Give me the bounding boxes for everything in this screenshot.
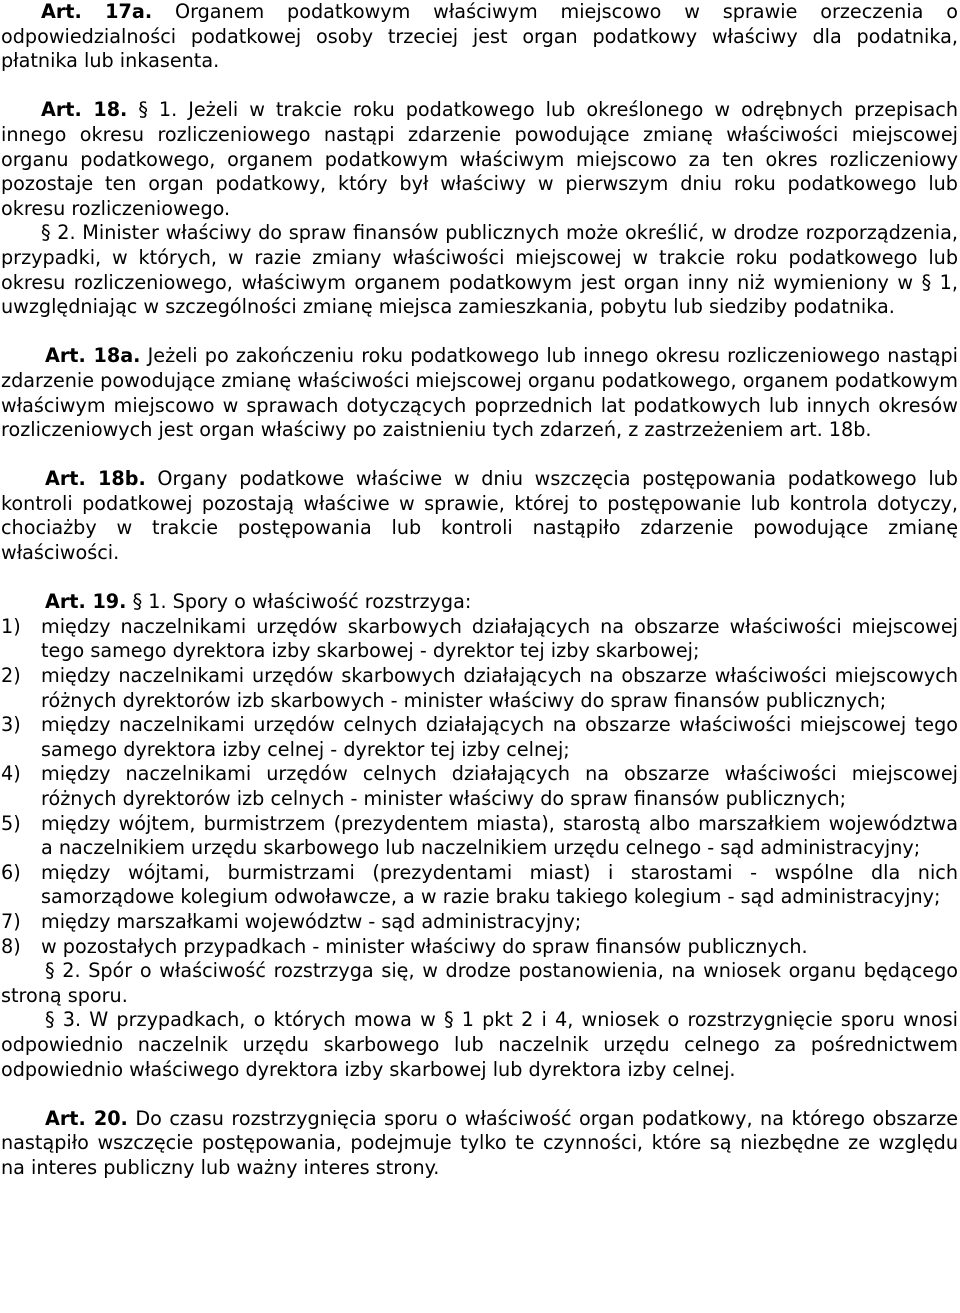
article-label: Art. 18. [41,98,128,122]
article-label: Art. 17a. [41,0,153,23]
article-label: Art. 20. [45,1106,128,1130]
paragraph-text: § 1. Jeżeli w trakcie roku podatkowego lub określonego w odrębnych przepisach innego okresu rozliczeniowego nastąpi zdarzenie powodujące zmianę właściwości miejscowej organu podatkowego, organem podatkowym właściwym miejscowo za ten okres rozliczeniowy pozostaje ten organ podatkowy, który był właściwy w pierwszym dniu roku podatkowego lub okresu rozliczeniowego. [1,98,958,220]
article-label: Art. 18b. [45,467,146,491]
list-item [1,812,958,861]
article-label: Art. 19. [45,590,127,614]
article-text: Organem podatkowym właściwym miejscowo w sprawie orzeczenia o odpowiedzialności podatkowej osoby trzeciej jest organ podatkowy właściwy dla podatnika, płatnika lub inkasenta. [1,0,958,73]
list-item [1,861,958,910]
article-19-paragraph-3 [1,1008,958,1082]
list-item-text: między marszałkami województw - sąd administracyjny; [41,909,582,933]
list-item-number: 4) [1,762,21,786]
paragraph-text: § 1. Spory o właściwość rozstrzyga: [132,590,472,614]
list-item-number: 5) [1,811,21,835]
paragraph-text: § 2. Spór o właściwość rozstrzyga się, w drodze postanowienia, na wniosek organu będącego stroną sporu. [1,959,958,1007]
list-item [1,615,958,664]
list-item [1,935,958,960]
article-20 [1,1107,958,1181]
list-item-number: 6) [1,860,21,884]
list-item-text: między wójtem, burmistrzem (prezydentem miasta), starostą albo marszałkiem województwa a naczelnikiem urzędu skarbowego lub naczelnikiem urzędu celnego - sąd administracyjny; [41,811,958,860]
article-text: Do czasu rozstrzygnięcia sporu o właściwość organ podatkowy, na którego obszarze nastąpiło wszczęcie postępowania, podejmuje tylko te czynności, które są niezbędne ze względu na interes publiczny lub ważny interes strony. [1,1106,959,1179]
list-item [1,762,958,811]
list-item-text: między naczelnikami urzędów celnych działających na obszarze właściwości miejscowej tego samego dyrektora izby celnej - dyrektor tej izby celnej; [41,713,958,761]
article-text: Jeżeli po zakończeniu roku podatkowego lub innego okresu rozliczeniowego nastąpi zdarzenie powodujące zmianę właściwości miejscowej organu podatkowego, organem podatkowym właściwym miejscowo w sprawach dotyczących poprzednich lat podatkowych lub innych okresów rozliczeniowych jest organ właściwy po zaistnieniu tych zdarzeń, z zastrzeżeniem art. 18b. [1,344,958,442]
list-item [1,664,958,713]
legal-document [1,0,958,1181]
list-item-text: między naczelnikami urzędów skarbowych działających na obszarze właściwości miejscowej tego samego dyrektora izby skarbowej - dyrektor tej izby skarbowej; [41,614,958,663]
list-item-number: 2) [1,664,21,688]
article-19-paragraph-1 [1,590,958,615]
article-18-paragraph-1 [1,98,958,221]
article-18-paragraph-2 [1,221,958,319]
article-19-paragraph-2 [1,959,958,1008]
article-label: Art. 18a. [45,344,141,368]
list-item [1,713,958,762]
article-18b [1,467,958,565]
article-19-list [1,615,958,959]
list-item-text: w pozostałych przypadkach - minister właściwy do spraw finansów publicznych. [41,934,808,958]
article-18a [1,344,958,442]
paragraph-text: § 3. W przypadkach, o których mowa w § 1 pkt 2 i 4, wniosek o rozstrzygnięcie sporu wnosi odpowiednio naczelnik urzędu skarbowego lub naczelnik urzędu celnego za pośrednictwem odpowiednio właściwego dyrektora izby skarbowej lub dyrektora izby celnej. [1,1008,958,1081]
list-item-text: między naczelnikami urzędów skarbowych działających na obszarze właściwości miejscowych różnych dyrektorów izb skarbowych - minister właściwy do spraw finansów publicznych; [41,664,958,712]
list-item-text: między wójtami, burmistrzami (prezydentami miast) i starostami - wspólne dla nich samorządowe kolegium odwoławcze, a w razie braku takiego kolegium - sąd administracyjny; [41,860,958,909]
list-item-number: 3) [1,713,21,737]
list-item-number: 1) [1,614,21,638]
paragraph-text: § 2. Minister właściwy do spraw finansów publicznych może określić, w drodze rozporządzenia, przypadki, w których, w razie zmiany właściwości miejscowej w trakcie roku podatkowego lub okresu rozliczeniowego, właściwym organem podatkowym jest organ inny niż wymieniony w § 1, uwzględniając w szczególności zmianę miejsca zamieszkania, pobytu lub siedziby podatnika. [1,221,958,319]
list-item-number: 8) [1,934,21,958]
article-17a [1,0,958,74]
list-item [1,910,958,935]
list-item-text: między naczelnikami urzędów celnych działających na obszarze właściwości miejscowej różnych dyrektorów izb celnych - minister właściwy do spraw finansów publicznych; [41,762,958,810]
list-item-number: 7) [1,909,21,933]
article-text: Organy podatkowe właściwe w dniu wszczęcia postępowania podatkowego lub kontroli podatkowej pozostają właściwe w sprawie, której to postępowanie lub kontrola dotyczy, chociażby w trakcie postępowania lub kontroli nastąpiło zdarzenie powodujące zmianę właściwości. [1,467,958,565]
